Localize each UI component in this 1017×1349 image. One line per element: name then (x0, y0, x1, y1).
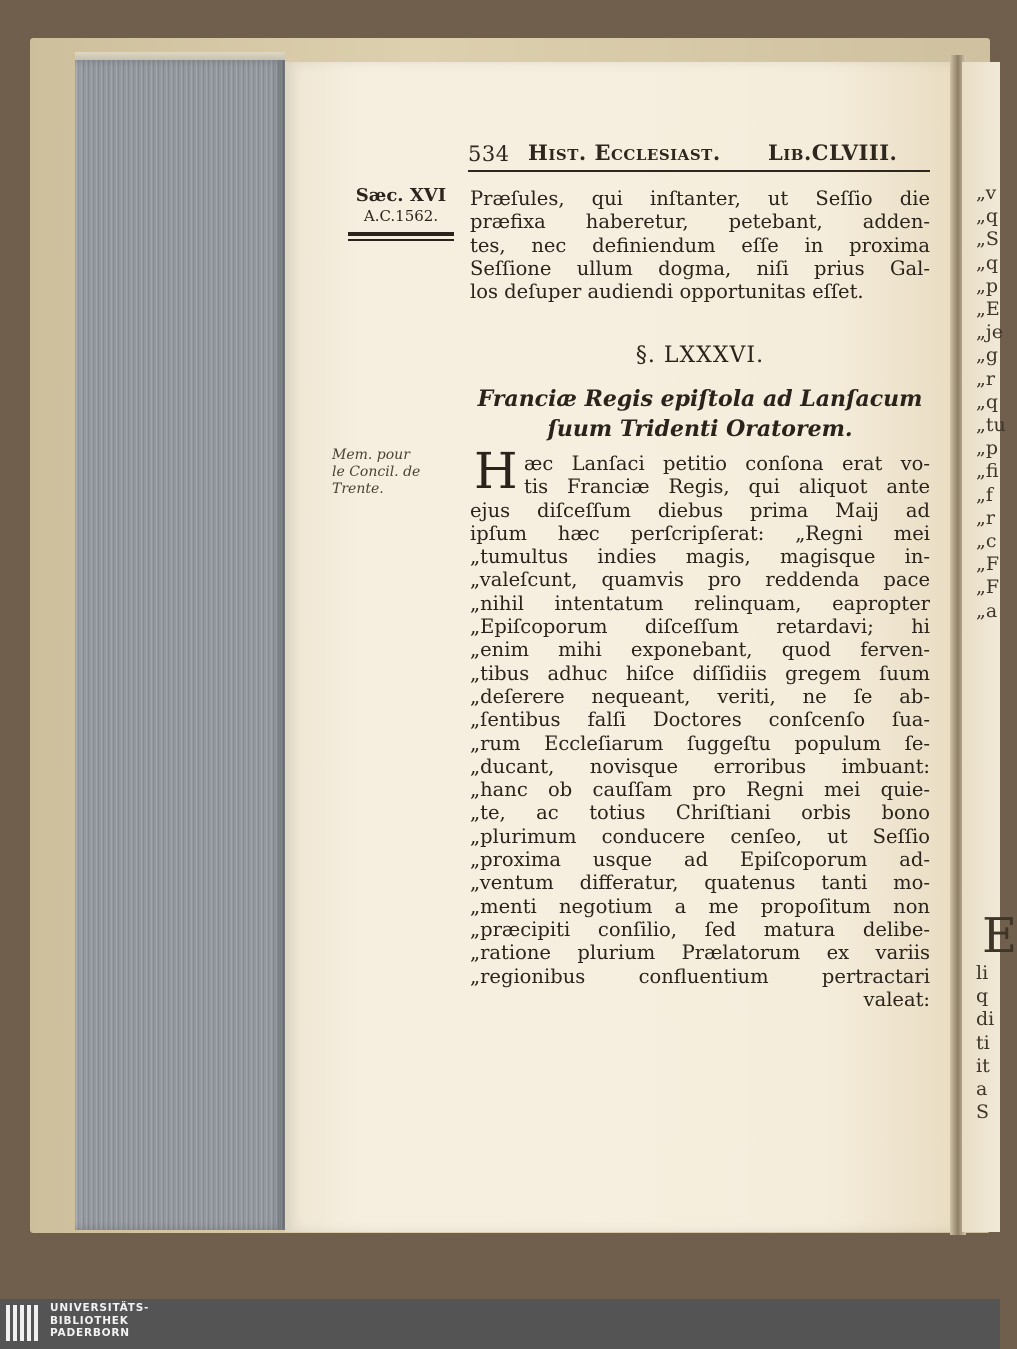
text-line: „plurimum conducere cenſeo, ut Seſſio (470, 824, 930, 848)
year-label: A.C.1562. (363, 207, 439, 225)
page-block-edge (75, 60, 285, 1230)
margin-note-line: le Concil. de (332, 464, 421, 480)
margin-rule (348, 232, 454, 236)
text-line: „præcipiti conſilio, ſed matura delibe- (470, 917, 930, 941)
text-line: „deſerere nequeant, veriti, ne ſe ab- (470, 684, 930, 708)
margin-note (332, 447, 462, 498)
text-line: tis Franciæ Regis, qui aliquot ante (524, 475, 930, 499)
text-line: Præſules, qui inſtanter, ut Seſſio die (470, 187, 930, 210)
facing-fragment: q (976, 985, 989, 1008)
facing-fragment: „fi (976, 460, 999, 483)
text-line: æc Lanſaci petitio conſona erat vo- (524, 452, 930, 475)
margin-date (340, 186, 462, 241)
page-number: 534 (468, 142, 510, 166)
facing-fragment: „S (976, 228, 999, 251)
text-line: „ventum differatur, quatenus tanti mo- (470, 871, 930, 895)
paragraph-one (470, 187, 930, 303)
facing-fragment: „F (976, 553, 1000, 576)
text-line: „enim mihi exponebant, quod ferven- (470, 638, 930, 662)
section-number: §. LXXXVI. (635, 343, 765, 368)
century-label: Sæc. XVI (355, 185, 447, 206)
facing-fragment: „q (976, 251, 999, 274)
facing-fragment: „je (976, 321, 1003, 344)
text-line: „regionibus confluentium pertractari (470, 964, 930, 988)
facing-fragment: „p (976, 437, 999, 460)
text-line: ejus diſceſſum diebus prima Maij ad (470, 498, 930, 522)
text-line: „nihil intentatum relinquam, eapropter (470, 591, 930, 615)
text-line: „rum Eccleſiarum ſuggeſtu populum ſe- (470, 731, 930, 755)
facing-fragment: „v (976, 182, 997, 204)
text-line: „ratione plurium Prælatorum ex variis (470, 941, 930, 965)
facing-fragment: it (976, 1054, 990, 1077)
text-line: „menti negotium a me propoſitum non (470, 894, 930, 918)
text-line: „hanc ob cauſſam pro Regni mei quie- (470, 778, 930, 802)
text-line: „te, ac totius Chriſtiani orbis bono (470, 801, 930, 825)
text-line: los deſuper audiendi opportunitas eſſet. (470, 280, 864, 304)
drop-cap: H (474, 442, 518, 500)
paragraph-two (470, 452, 930, 1011)
facing-fragment: „c (976, 530, 997, 553)
margin-rule-thin (348, 239, 454, 241)
margin-note-line: Trente. (332, 481, 384, 497)
book-number: Lib.CLVIII. (768, 140, 898, 165)
text-line: præfixa haberetur, petebant, adden- (470, 210, 930, 234)
logo-line: PADERBORN (50, 1327, 130, 1339)
facing-fragment: „r (976, 506, 995, 529)
text-line: Seſſione ullum dogma, niſi prius Gal- (470, 256, 930, 280)
text-line: valeat: (863, 987, 930, 1011)
facing-fragment: „q (976, 390, 999, 413)
facing-fragment: „a (976, 599, 998, 622)
text-line: „ſentibus falſi Doctores conſcenſo ſua- (470, 708, 930, 732)
facing-fragment: „g (976, 344, 999, 367)
margin-note-line: Mem. pour (332, 447, 410, 463)
facing-fragment: S (976, 1101, 990, 1124)
section-title-line: ſuum Tridenti Oratorem. (547, 416, 853, 442)
facing-dropcap: E (982, 908, 1017, 964)
facing-fragment: „p (976, 274, 999, 297)
text-line: „valeſcunt, quamvis pro reddenda pace (470, 568, 930, 592)
facing-fragment: „F (976, 576, 1000, 599)
header-rule (468, 170, 930, 172)
running-title: Hist. Ecclesiast. (528, 140, 721, 165)
facing-fragment: „f (976, 483, 993, 506)
facing-fragment: li (976, 962, 989, 984)
text-line: „tumultus indies magis, magisque in- (470, 545, 930, 569)
facing-fragment: ti (976, 1031, 990, 1054)
running-header (468, 134, 928, 170)
library-logo-icon (6, 1305, 46, 1341)
facing-page-fragment (962, 62, 1017, 1232)
facing-fragment: a (976, 1078, 988, 1101)
text-line: tes, nec definiendum eſſe in proxima (470, 233, 930, 257)
facing-fragment: di (976, 1008, 995, 1031)
text-line: „Epiſcoporum diſceſſum retardavi; hi (470, 615, 930, 639)
facing-page-lower-text (962, 910, 1017, 1124)
facing-fragment: „q (976, 205, 999, 228)
facing-fragment: „r (976, 367, 995, 390)
text-line: „tibus adhuc hiſce diſſidiis gregem ſuum (470, 661, 930, 685)
library-footer-bar (0, 1299, 1000, 1349)
section-title-line: Franciæ Regis epiſtola ad Lanſacum (477, 386, 923, 412)
facing-fragment: „E (976, 298, 1000, 321)
text-line: „ducant, novisque erroribus imbuant: (470, 754, 930, 778)
facing-page-top-text (962, 182, 1006, 623)
section-title (470, 384, 930, 444)
text-line: ipſum hæc perſcripſerat: „Regni mei (470, 521, 930, 545)
text-line: „proxima usque ad Epiſcoporum ad- (470, 848, 930, 872)
logo-line: BIBLIOTHEK (50, 1314, 129, 1327)
library-logo-text (50, 1302, 149, 1340)
logo-line: UNIVERSITÄTS- (50, 1302, 150, 1314)
facing-fragment: „tu (976, 414, 1006, 437)
